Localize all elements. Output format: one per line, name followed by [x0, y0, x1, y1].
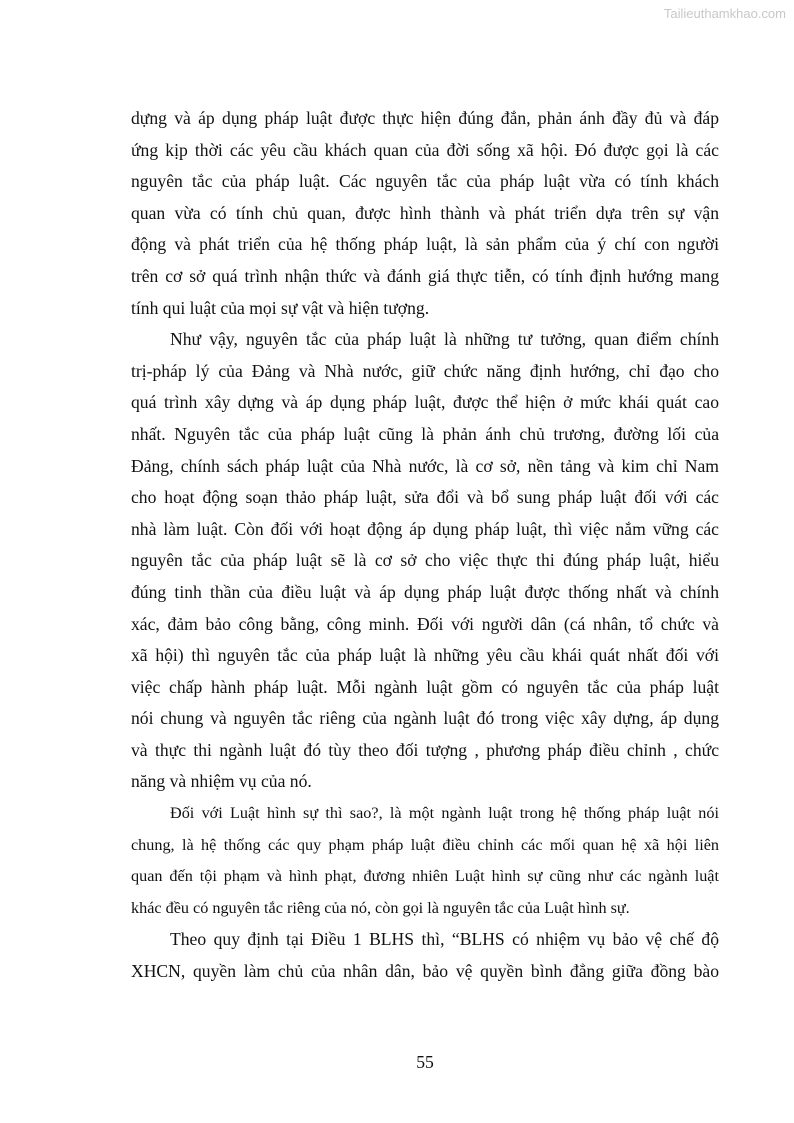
text-line: Như vậy, nguyên tắc của pháp luật là những tư tưởng, quan điểm chính [170, 329, 719, 350]
document-body [131, 103, 719, 988]
text-line: quan đến tội phạm và hình phạt, đương nhiên Luật hình sự cũng như các ngành luật [131, 867, 719, 886]
text-line: dựng và áp dụng pháp luật được thực hiện đúng đắn, phản ánh đầy đủ và đáp [131, 108, 719, 128]
text-line: chung, là hệ thống các quy phạm pháp luật điều chỉnh các mối quan hệ xã hội liên [131, 835, 719, 854]
text-line: việc chấp hành pháp luật. Mỗi ngành luật gồm có nguyên tắc của pháp luật [131, 676, 719, 697]
text-line: Đối với Luật hình sự thì sao?, là một ngành luật trong hệ thống pháp luật nói [170, 804, 719, 823]
text-line: khác đều có nguyên tắc riêng của nó, còn gọi là nguyên tắc của Luật hình sự. [131, 898, 630, 917]
text-line: trên cơ sở quá trình nhận thức và đánh giá thực tiễn, có tính định hướng mang [131, 265, 719, 286]
text-line: trị-pháp lý của Đảng và Nhà nước, giữ chức năng định hướng, chỉ đạo cho [131, 360, 719, 381]
text-line: tính qui luật của mọi sự vật và hiện tượng. [131, 297, 430, 318]
text-line: ứng kịp thời các yêu cầu khách quan của đời sống xã hội. Đó được gọi là các [131, 139, 719, 160]
text-line: quan vừa có tính chủ quan, được hình thành và phát triển dựa trên sự vận [131, 202, 719, 223]
text-line: xã hội) thì nguyên tắc của pháp luật là những yêu cầu khái quát nhất đối với [131, 645, 719, 666]
text-line: đúng tinh thần của điều luật và áp dụng pháp luật được thống nhất và chính [131, 581, 719, 602]
text-line: xác, đảm bảo công bằng, công minh. Đối với người dân (cá nhân, tổ chức và [131, 613, 719, 634]
text-line: nhất. Nguyên tắc của pháp luật cũng là phản ánh chủ trương, đường lối của [131, 423, 719, 444]
page-number: 55 [416, 1052, 434, 1072]
text-line: quá trình xây dựng và áp dụng pháp luật, được thể hiện ở mức khái quát cao [131, 392, 719, 413]
watermark-text: Tailieuthamkhao.com [663, 6, 786, 21]
text-line: Đảng, chính sách pháp luật của Nhà nước, là cơ sở, nền tảng và kim chỉ Nam [131, 455, 719, 476]
text-line: nhà làm luật. Còn đối với hoạt động áp dụng pháp luật, thì việc nắm vững các [131, 518, 719, 539]
text-line: nói chung và nguyên tắc riêng của ngành luật đó trong việc xây dựng, áp dụng [131, 708, 719, 729]
text-line: nguyên tắc của pháp luật sẽ là cơ sở cho việc thực thi đúng pháp luật, hiểu [131, 550, 719, 571]
text-line: và thực thi ngành luật đó tùy theo đối tượng , phương pháp điều chỉnh , chức [131, 739, 719, 760]
text-line: Theo quy định tại Điều 1 BLHS thì, “BLHS có nhiệm vụ bảo vệ chế độ [170, 929, 719, 950]
text-line: cho hoạt động soạn thảo pháp luật, sửa đổi và bổ sung pháp luật đối với các [131, 487, 719, 508]
text-line: năng và nhiệm vụ của nó. [131, 771, 312, 792]
text-line: XHCN, quyền làm chủ của nhân dân, bảo vệ quyền bình đẳng giữa đồng bào [131, 961, 719, 982]
text-line: động và phát triển của hệ thống pháp luật, là sản phẩm của ý chí con người [131, 234, 719, 255]
text-line: nguyên tắc của pháp luật. Các nguyên tắc của pháp luật vừa có tính khách [131, 171, 719, 192]
